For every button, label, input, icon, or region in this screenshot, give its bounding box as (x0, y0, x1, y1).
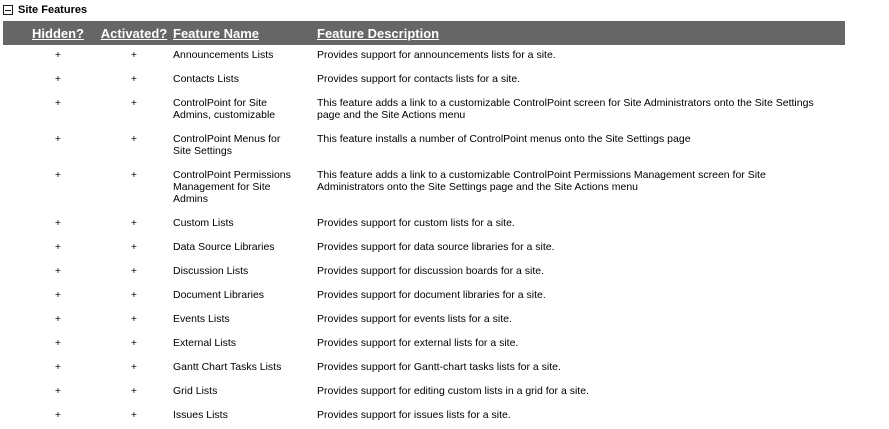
hidden-flag: + (54, 73, 62, 85)
feature-description: This feature installs a number of ControlPoint menus onto the Site Settings page (317, 133, 691, 145)
activated-flag: + (130, 265, 138, 277)
activated-flag: + (130, 97, 138, 109)
table-row (3, 237, 845, 261)
activated-flag: + (130, 133, 138, 145)
table-row (3, 405, 845, 429)
table-row (3, 165, 845, 213)
collapse-minus-icon[interactable] (3, 5, 13, 15)
table-row (3, 45, 845, 69)
feature-name: Document Libraries (173, 289, 265, 301)
section-title: Site Features (18, 4, 88, 16)
feature-description: Provides support for custom lists for a site. (317, 217, 515, 229)
feature-description: This feature adds a link to a customizable ControlPoint Permissions Management screen for Site Administrators onto the Site Settings page and the Site Actions menu (317, 169, 766, 193)
table-row (3, 213, 845, 237)
feature-description: Provides support for document libraries for a site. (317, 289, 546, 301)
hidden-flag: + (54, 409, 62, 421)
activated-flag: + (130, 289, 138, 301)
table-row (3, 69, 845, 93)
table-row (3, 285, 845, 309)
table-row (3, 261, 845, 285)
feature-name: Custom Lists (173, 217, 234, 229)
activated-flag: + (130, 49, 138, 61)
feature-description: Provides support for issues lists for a site. (317, 409, 511, 421)
feature-name: ControlPoint Permissions Management for Site Admins (173, 169, 291, 205)
activated-flag: + (130, 337, 138, 349)
feature-description: Provides support for events lists for a site. (317, 313, 512, 325)
feature-table-body (3, 45, 845, 429)
feature-name: Gantt Chart Tasks Lists (173, 361, 282, 373)
table-row (3, 381, 845, 405)
hidden-flag: + (54, 313, 62, 325)
feature-description: Provides support for discussion boards for a site. (317, 265, 545, 277)
feature-description: Provides support for external lists for a site. (317, 337, 519, 349)
hidden-flag: + (54, 97, 62, 109)
feature-name: Contacts Lists (173, 73, 239, 85)
feature-description: This feature adds a link to a customizable ControlPoint screen for Site Administrators onto the Site Settings page and the Site Actions menu (317, 97, 814, 121)
hidden-flag: + (54, 385, 62, 397)
feature-name: Events Lists (173, 313, 230, 325)
activated-flag: + (130, 241, 138, 253)
hidden-flag: + (54, 265, 62, 277)
minus-glyph (5, 10, 11, 11)
column-header-activated[interactable]: Activated? (100, 25, 168, 41)
column-header-hidden[interactable]: Hidden? (32, 25, 84, 41)
feature-description: Provides support for editing custom lists in a grid for a site. (317, 385, 589, 397)
feature-description: Provides support for data source libraries for a site. (317, 241, 555, 253)
activated-flag: + (130, 385, 138, 397)
table-row (3, 309, 845, 333)
table-row (3, 333, 845, 357)
hidden-flag: + (54, 241, 62, 253)
feature-name: Data Source Libraries (173, 241, 275, 253)
feature-description: Provides support for contacts lists for a site. (317, 73, 521, 85)
hidden-flag: + (54, 217, 62, 229)
feature-name: External Lists (173, 337, 237, 349)
table-row (3, 357, 845, 381)
hidden-flag: + (54, 169, 62, 181)
hidden-flag: + (54, 361, 62, 373)
feature-name: Announcements Lists (173, 49, 274, 61)
feature-description: Provides support for announcements lists for a site. (317, 49, 556, 61)
activated-flag: + (130, 169, 138, 181)
activated-flag: + (130, 217, 138, 229)
activated-flag: + (130, 361, 138, 373)
hidden-flag: + (54, 49, 62, 61)
table-row (3, 129, 845, 165)
activated-flag: + (130, 409, 138, 421)
feature-name: Grid Lists (173, 385, 218, 397)
hidden-flag: + (54, 133, 62, 145)
activated-flag: + (130, 313, 138, 325)
table-row (3, 93, 845, 129)
site-features-table (3, 21, 845, 429)
column-header-feature-description[interactable]: Feature Description (317, 25, 440, 41)
feature-name: ControlPoint for Site Admins, customizable (173, 97, 276, 121)
table-header-row (3, 21, 845, 45)
feature-description: Provides support for Gantt-chart tasks lists for a site. (317, 361, 561, 373)
activated-flag: + (130, 73, 138, 85)
feature-name: Issues Lists (173, 409, 228, 421)
hidden-flag: + (54, 337, 62, 349)
feature-name: Discussion Lists (173, 265, 249, 277)
hidden-flag: + (54, 289, 62, 301)
column-header-feature-name[interactable]: Feature Name (173, 25, 259, 41)
feature-name: ControlPoint Menus for Site Settings (173, 133, 281, 157)
section-header (0, 0, 889, 17)
